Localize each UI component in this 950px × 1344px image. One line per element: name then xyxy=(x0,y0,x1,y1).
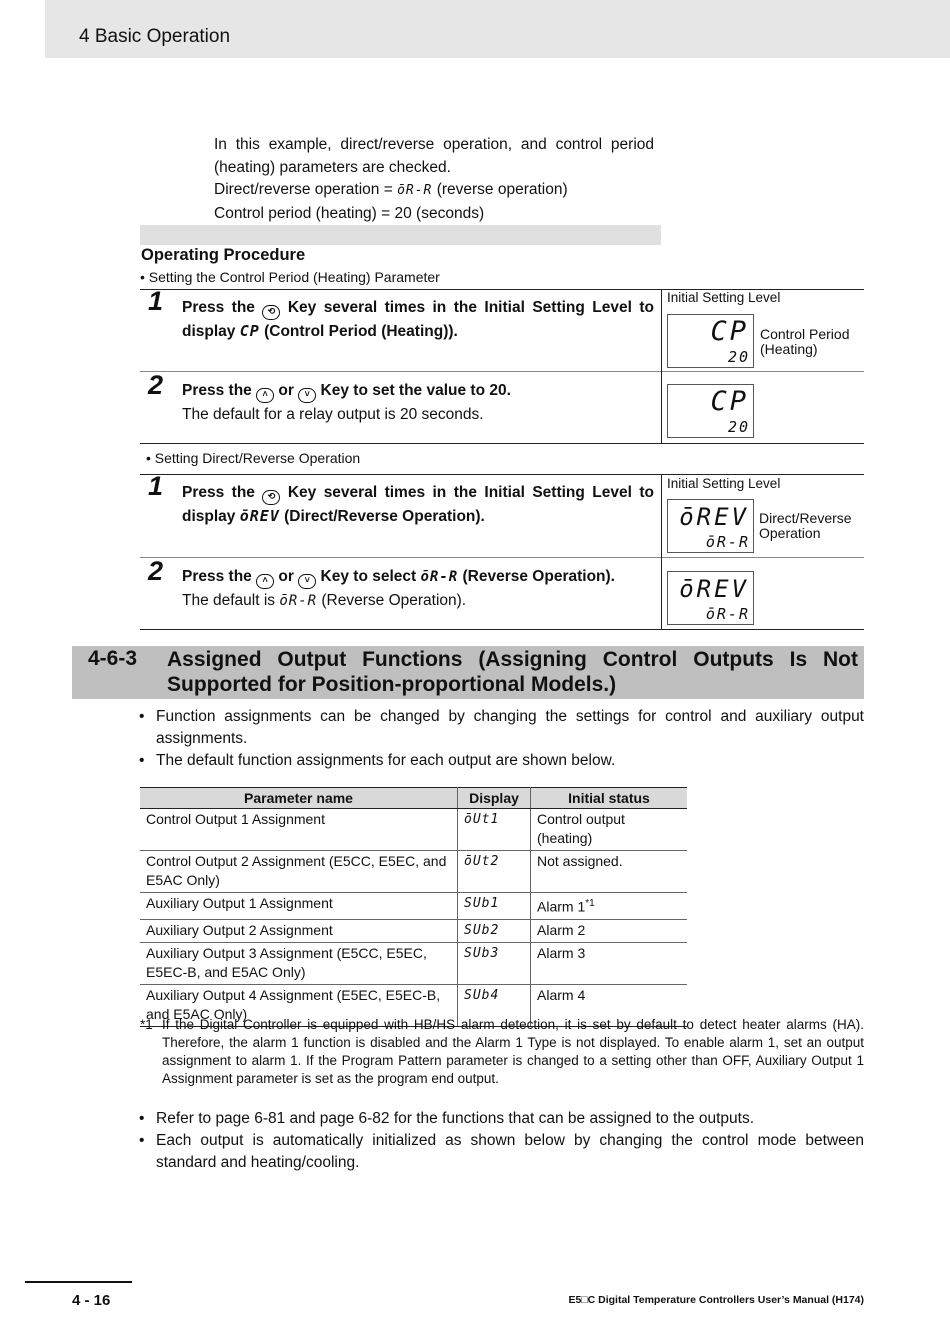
down-key-icon: ˅ xyxy=(298,574,316,589)
display-panel xyxy=(667,384,754,438)
intro-line-3: Control period (heating) = 20 (seconds) xyxy=(214,204,485,222)
procedure-subtitle: • Setting Direct/Reverse Operation xyxy=(146,450,361,466)
step-number: 2 xyxy=(148,556,164,586)
divider xyxy=(140,474,864,475)
display-panel xyxy=(667,314,754,368)
list-item: • Each output is automatically initialized as shown below by changing the control mode between standard and heating/cooling. xyxy=(139,1130,864,1174)
display-bottom: ōR-R xyxy=(705,605,750,623)
step-text: Press the ˄ or ˅ Key to set the value to 20. The default for a relay output is 20 seconds. xyxy=(182,382,511,423)
list-item: • The default function assignments for each output are shown below. xyxy=(139,750,864,772)
mode-key-icon: ⟲ xyxy=(262,490,280,505)
footnote xyxy=(140,1016,864,1088)
assignment-table xyxy=(140,787,687,1027)
table-row: Auxiliary Output 2 Assignment SUb2 Alarm 2 xyxy=(140,919,687,942)
intro-line-2: Direct/reverse operation = ōR-R (reverse operation) xyxy=(214,181,568,198)
bullet-list xyxy=(139,1108,864,1174)
footnote-ref: *1 xyxy=(585,898,595,909)
table-row: Auxiliary Output 3 Assignment (E5CC, E5EC, E5EC-B, and E5AC Only) SUb3 Alarm 3 xyxy=(140,942,687,984)
step-text: Press the ⟲ Key several times in the Initial Setting Level to display ōREV (Direct/Reverse Operation). xyxy=(182,484,654,525)
intro-line-1: In this example, direct/reverse operation, and control period (heating) parameters are checked. xyxy=(214,136,654,176)
procedure-bar xyxy=(140,225,661,245)
display-note: Control Period (Heating) xyxy=(760,326,850,357)
display-top: ōREV xyxy=(679,575,749,603)
display-panel xyxy=(667,499,754,553)
level-label: Initial Setting Level xyxy=(667,290,781,305)
divider xyxy=(140,443,864,444)
display-code: SUb1 xyxy=(458,893,531,920)
step-text: Press the ⟲ Key several times in the Initial Setting Level to display CP (Control Period (Heating)). xyxy=(182,299,654,340)
step-text: Press the ˄ or ˅ Key to select ōR-R (Reverse Operation). The default is ōR-R (Reverse Operation). xyxy=(182,568,615,609)
segment-code: ōR-R xyxy=(279,593,318,609)
footer-rule xyxy=(25,1281,132,1283)
table-header-row xyxy=(140,788,687,809)
divider xyxy=(140,557,864,558)
display-note: Direct/Reverse Operation xyxy=(759,510,852,541)
display-code: SUb4 xyxy=(458,984,531,1026)
divider xyxy=(661,474,662,629)
display-bottom: ōR-R xyxy=(705,533,750,551)
procedure-title: Operating Procedure xyxy=(141,246,306,264)
segment-code: ōR-R xyxy=(397,183,433,198)
level-label: Initial Setting Level xyxy=(667,476,781,491)
table-row: Auxiliary Output 1 Assignment SUb1 Alarm 1$^{*1}$ xyxy=(140,893,687,920)
segment-code: CP xyxy=(239,322,260,340)
footnote-text: If the Digital Controller is equipped with HB/HS alarm detection, it is set by default to detect heater alarms (HA). Therefore, the alarm 1 function is disabled and the Alarm 1 Type is not displayed. To enable alarm 1, set an output assignment to alarm 1. If the Program Pattern parameter is changed to a setting other than OFF, Auxiliary Output 1 Assignment parameter is set as the program end output. xyxy=(162,1017,864,1086)
display-code: ōUt1 xyxy=(458,809,531,851)
column-header: Display xyxy=(458,788,531,809)
step-number: 1 xyxy=(148,471,164,501)
chapter-title: 4 Basic Operation xyxy=(79,26,231,47)
display-code: ōUt2 xyxy=(458,851,531,893)
down-key-icon: ˅ xyxy=(298,388,316,403)
column-header: Parameter name xyxy=(140,788,458,809)
list-item: • Function assignments can be changed by changing the settings for control and auxiliary output assignments. xyxy=(139,706,864,750)
step-number: 2 xyxy=(148,370,164,400)
display-panel xyxy=(667,571,754,625)
intro-text xyxy=(214,134,654,225)
display-code: SUb2 xyxy=(458,919,531,942)
chapter-header xyxy=(45,0,950,58)
procedure-subtitle: • Setting the Control Period (Heating) Parameter xyxy=(140,269,440,285)
table-row: Control Output 2 Assignment (E5CC, E5EC, and E5AC Only) ōUt2 Not assigned. xyxy=(140,851,687,893)
column-header: Initial status xyxy=(531,788,688,809)
up-key-icon: ˄ xyxy=(256,574,274,589)
divider xyxy=(140,629,864,630)
display-code: SUb3 xyxy=(458,942,531,984)
divider xyxy=(140,371,864,372)
manual-title: E5□C Digital Temperature Controllers User’s Manual (H174) xyxy=(568,1294,864,1306)
display-top: CP xyxy=(710,386,749,417)
step-number: 1 xyxy=(148,286,164,316)
table-row: Control Output 1 Assignment ōUt1 Control output (heating) xyxy=(140,809,687,851)
section-title: Assigned Output Functions (Assigning Control Outputs Is Not Supported for Position-proportional Models.) xyxy=(167,648,858,696)
up-key-icon: ˄ xyxy=(256,388,274,403)
display-top: ōREV xyxy=(679,503,749,531)
page-number: 4 - 16 xyxy=(72,1292,111,1309)
divider xyxy=(661,289,662,443)
table-row: Auxiliary Output 4 Assignment (E5EC, E5EC-B, and E5AC Only) SUb4 Alarm 4 xyxy=(140,984,687,1026)
footnote-mark: *1 xyxy=(140,1017,153,1032)
segment-code: ōREV xyxy=(239,507,280,525)
list-item: • Refer to page 6-81 and page 6-82 for the functions that can be assigned to the outputs. xyxy=(139,1108,864,1130)
segment-code: ōR-R xyxy=(420,569,459,585)
mode-key-icon: ⟲ xyxy=(262,305,280,320)
display-bottom: 20 xyxy=(727,348,750,366)
bullet-list xyxy=(139,706,864,772)
section-number: 4-6-3 xyxy=(88,647,138,670)
display-bottom: 20 xyxy=(727,418,750,436)
display-top: CP xyxy=(710,316,749,347)
